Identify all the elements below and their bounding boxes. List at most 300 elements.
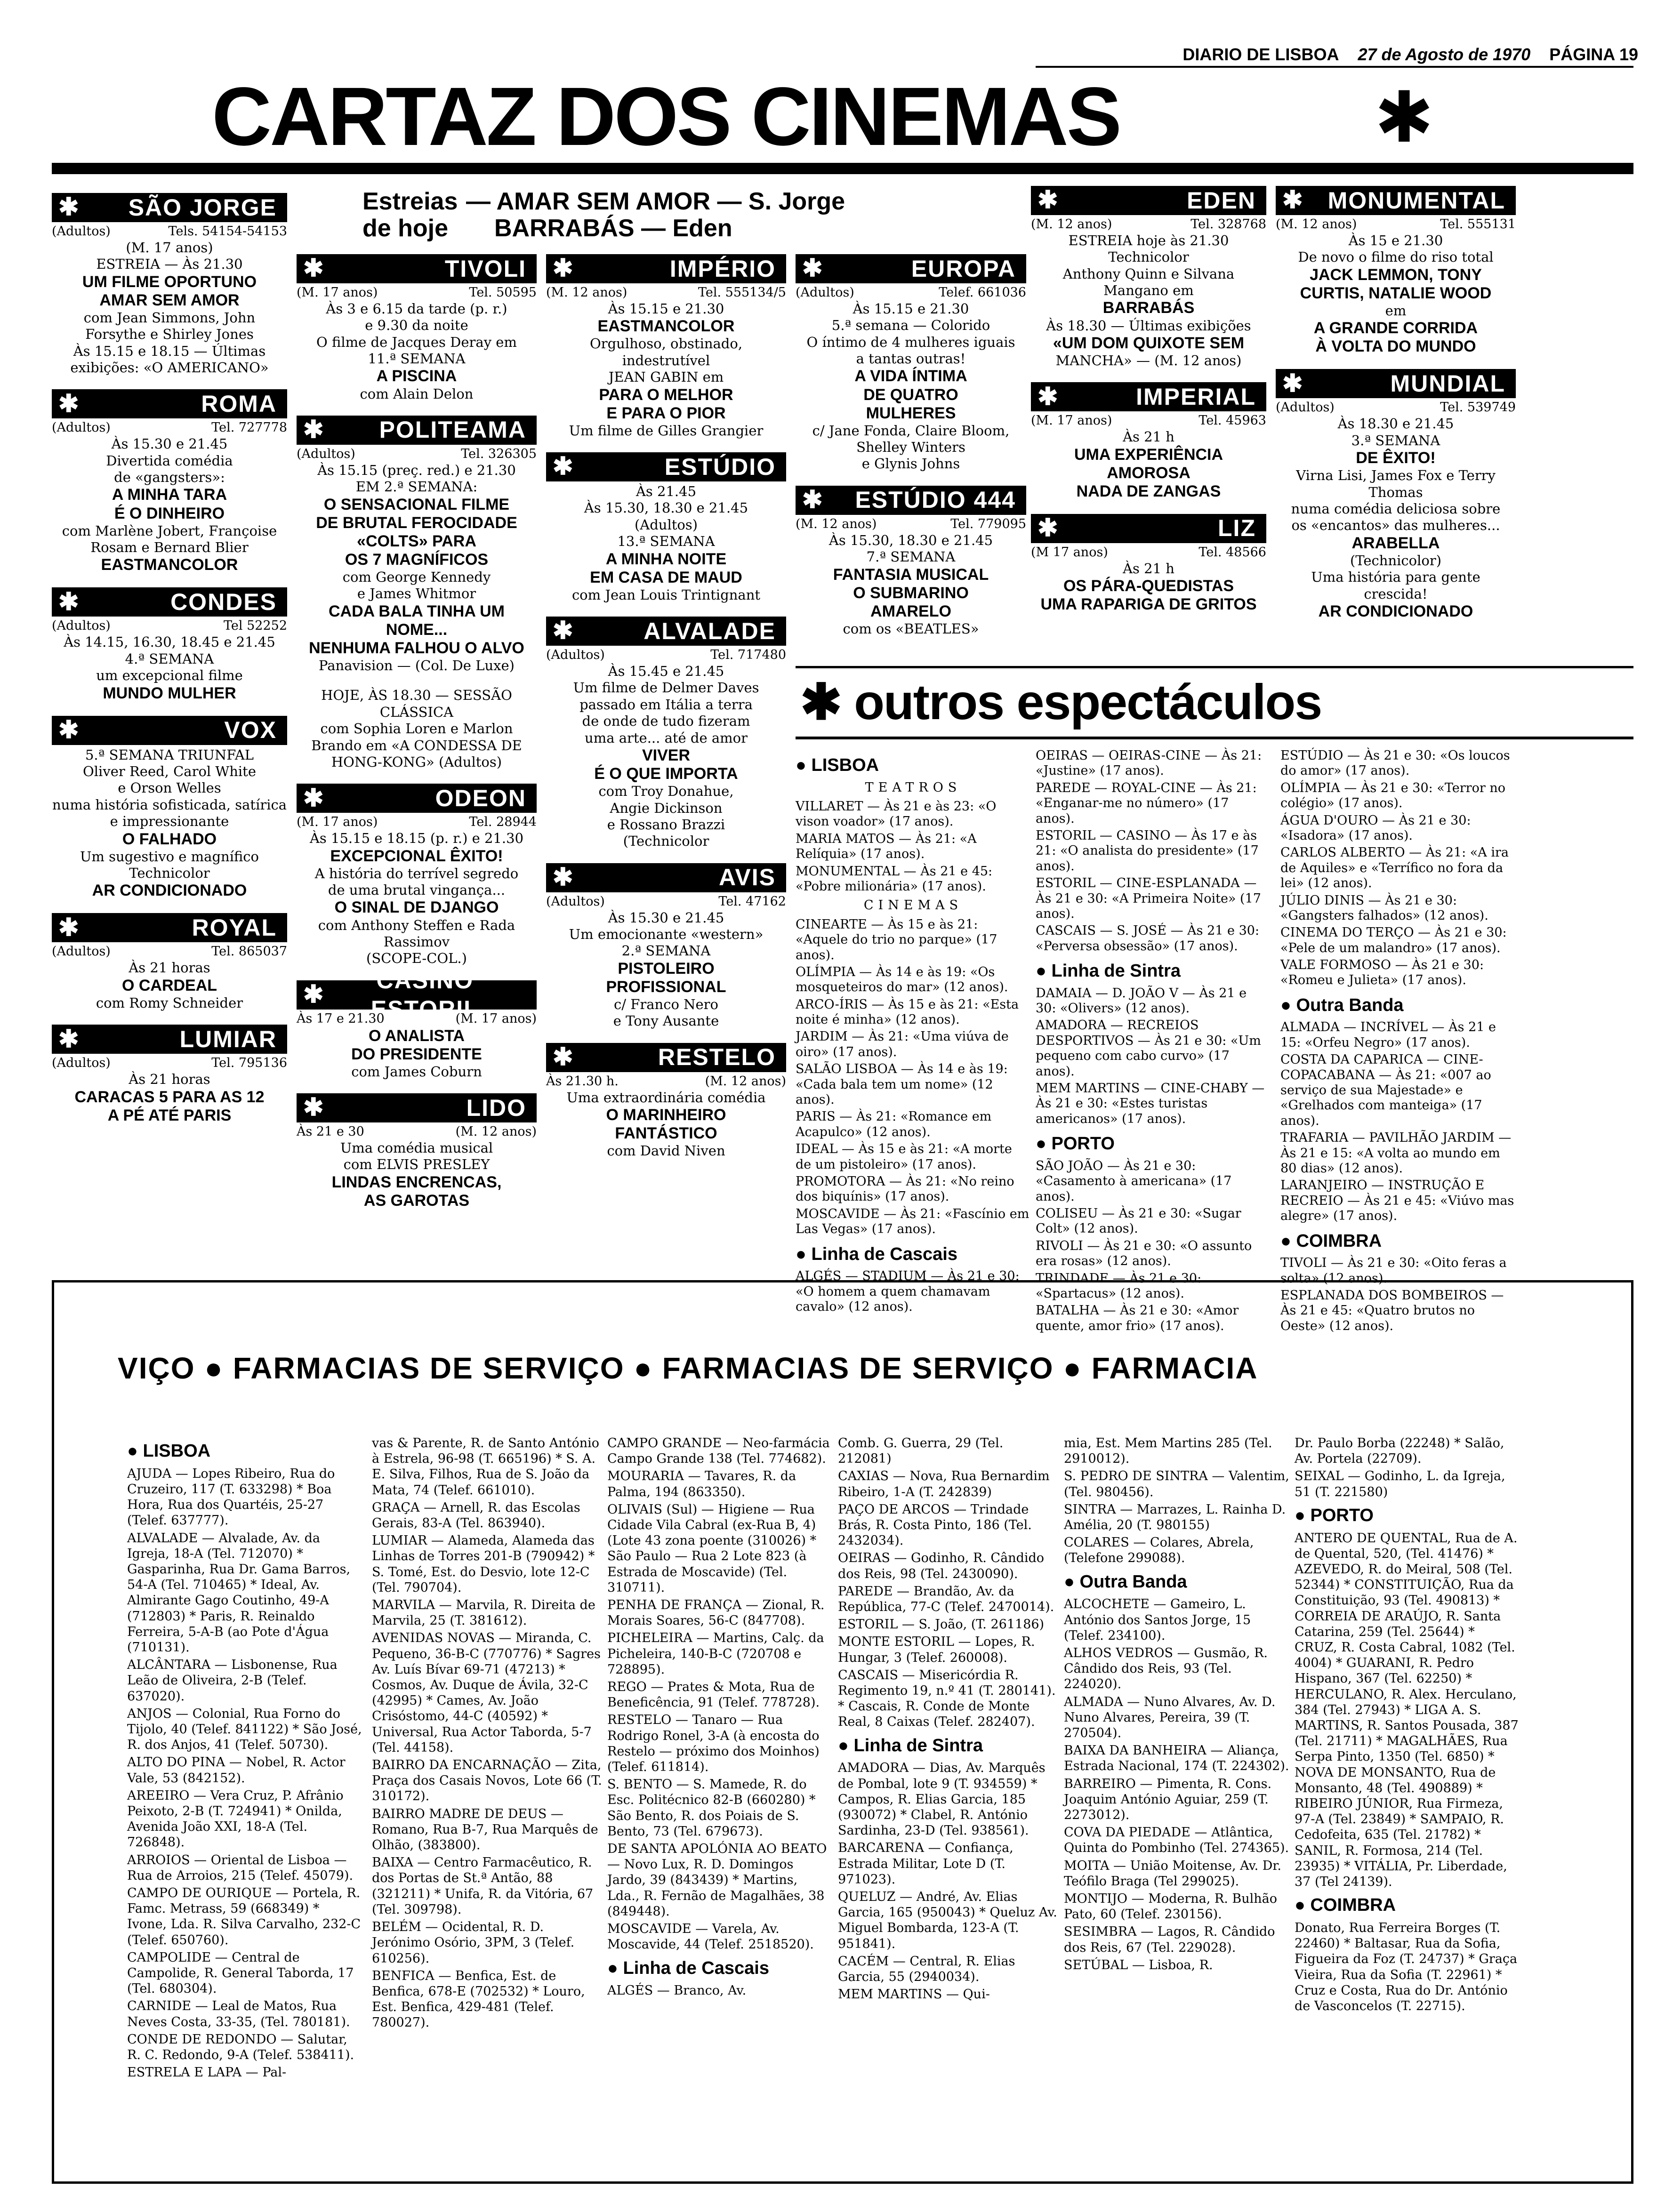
alvalade-phone: Tel. 717480	[710, 648, 786, 663]
europa-phone: Telef. 661036	[939, 285, 1026, 300]
lumiar-line: CARACAS 5 PARA AS 12	[74, 1088, 265, 1106]
condes-phone: Tel 52252	[224, 618, 287, 633]
estudio-name: ESTÚDIO	[664, 453, 776, 480]
eden-line: Mangano em	[1103, 282, 1194, 299]
imperio-line: Às 15.15 e 21.30	[608, 300, 724, 317]
monumental-phone: Tel. 555131	[1440, 217, 1516, 232]
pharmacy-listing: MEM MARTINS — Qui-	[838, 1987, 990, 2002]
porto-listing: CINEMA DO TERÇO — Às 21 e 30: «Pele de um malandro» (17 anos).	[1280, 925, 1507, 955]
lido-line: com ELVIS PRESLEY	[343, 1156, 490, 1173]
odeon-name-band	[297, 784, 537, 813]
monumental-line: À VOLTA DO MUNDO	[1315, 337, 1476, 356]
pharmacy-listing: CAXIAS — Nova, Rua Bernardim Ribeiro, 1-A (T. 242839)	[838, 1469, 1050, 1499]
avis-rating: (Adultos)	[546, 894, 605, 909]
royal-name-band	[52, 913, 287, 942]
cinema-listing: PROMOTORA — Às 21: «No reino dos biquínis» (17 anos).	[796, 1174, 1014, 1204]
estudio444-rating: (M. 12 anos)	[796, 516, 877, 531]
cinema-avis	[546, 863, 786, 1030]
avis-line: 2.ª SEMANA	[621, 943, 711, 959]
cascais-listing: ESTORIL — CASINO — Às 17 e às 21: «O analista do presidente» (17 anos).	[1036, 828, 1259, 874]
liz-asterisk-icon: ✱	[1038, 514, 1058, 542]
cinema-lido	[297, 1093, 537, 1210]
outra-banda-listing: ALMADA — INCRÍVEL — Às 21 e 15: «Orfeu Negro» (17 anos).	[1280, 1020, 1496, 1050]
pharmacy-listing: AJUDA — Lopes Ribeiro, Rua do Cruzeiro, 117 (T. 633298) * Boa Hora, Rua dos Quartéis, 25-27 (Telef. 637777).	[127, 1466, 335, 1528]
alvalade-name: ALVALADE	[643, 617, 776, 644]
farm-outra-banda-section	[1064, 1571, 1290, 1593]
lido-meta-row	[297, 1124, 537, 1140]
monumental-line: De novo o filme do riso total	[1298, 249, 1494, 265]
europa-line: e Glynis Johns	[861, 456, 960, 472]
pharmacy-listing: CACÉM — Central, R. Elias Garcia, 55 (2940034).	[838, 1954, 1015, 1985]
imperio-line: Orgulhoso, obstinado,	[589, 336, 743, 352]
outros-column-3	[1280, 748, 1516, 1336]
cinema-column-6	[1276, 186, 1516, 634]
porto-section-bullet-icon: ●	[1036, 1134, 1052, 1154]
pharmacy-listing: SESIMBRA — Lagos, R. Cândido dos Reis, 67 (Tel. 229028).	[1064, 1924, 1275, 1955]
roma-meta-row	[52, 420, 287, 436]
liz-name: LIZ	[1218, 515, 1256, 542]
alvalade-line: e Rossano Brazzi	[607, 816, 725, 833]
condes-asterisk-icon: ✱	[58, 588, 79, 616]
farm-lisboa-section-text: LISBOA	[143, 1441, 211, 1461]
pharmacy-listing: Comb. G. Guerra, 29 (Tel. 212081)	[838, 1436, 1004, 1467]
roma-name: ROMA	[201, 390, 277, 417]
porto-section	[1036, 1133, 1271, 1155]
roma-line: EASTMANCOLOR	[101, 556, 238, 574]
avis-name-band	[546, 863, 786, 892]
imperio-name: IMPÉRIO	[669, 255, 776, 282]
alvalade-line: passado em Itália a terra	[579, 696, 753, 713]
pharmacy-listing: PAÇO DE ARCOS — Trindade Brás, R. Costa Pinto, 186 (Tel. 2432034).	[838, 1502, 1032, 1548]
politeama-line: O SENSACIONAL FILME	[323, 495, 510, 513]
farm-cascais-section-text: Linha de Cascais	[623, 1958, 769, 1978]
estudio-asterisk-icon: ✱	[553, 453, 573, 481]
teatros-heading: TEATROS	[865, 780, 962, 795]
sao_jorge-line: com Jean Simmons, John	[83, 309, 256, 326]
pharmacy-listing: BAIXA DA BANHEIRA — Aliança, Estrada Nacional, 174 (T. 224302).	[1064, 1743, 1289, 1774]
farmacias-column-1	[127, 1435, 362, 2082]
tivoli-line: e 9.30 da noite	[365, 317, 468, 334]
lido-line: AS GAROTAS	[363, 1191, 470, 1210]
estoril-phone: (M. 17 anos)	[455, 1011, 537, 1026]
monumental-name: MONUMENTAL	[1327, 187, 1505, 214]
linha-cascais-section-bullet-icon: ●	[796, 1244, 812, 1264]
linha-cascais-section	[796, 1244, 1031, 1266]
farm-coimbra-section	[1295, 1894, 1520, 1916]
roma-asterisk-icon: ✱	[58, 390, 79, 417]
eden-line: Anthony Quinn e Silvana	[1062, 265, 1235, 282]
estudio-name-band	[546, 452, 786, 481]
imperio-line: Um filme de Gilles Grangier	[569, 422, 764, 439]
pharmacy-listing: ESTORIL — S. João, (T. 261186)	[838, 1617, 1045, 1632]
estreias-block	[362, 188, 880, 242]
cinema-politeama	[297, 416, 537, 674]
roma-line: É O DINHEIRO	[114, 504, 225, 522]
coimbra-section	[1280, 1231, 1516, 1252]
mundial-line: DE ÊXITO!	[1356, 449, 1436, 467]
sao_jorge-phone: Tels. 54154-54153	[168, 224, 287, 239]
sao_jorge-line: AMAR SEM AMOR	[99, 291, 240, 309]
hoje-line: HOJE, ÀS 18.30 — SESSÃO CLÁSSICA	[321, 687, 512, 720]
vox-line: Oliver Reed, Carol White	[83, 763, 256, 779]
royal-phone: Tel. 865037	[211, 944, 287, 959]
politeama-phone: Tel. 326305	[461, 446, 537, 461]
pharmacy-listing: LUMIAR — Alameda, Alameda das Linhas de Torres 201-B (790942) * S. Tomé, Est. do Desvio, lote 12-C (Tel. 790704).	[372, 1533, 595, 1595]
sao_jorge-rating: (Adultos)	[52, 224, 111, 239]
pharmacy-listing: OEIRAS — Godinho, R. Cândido dos Reis, 98 (Tel. 2430090).	[838, 1551, 1045, 1581]
vox-line: Technicolor	[129, 865, 210, 881]
imperio-asterisk-icon: ✱	[553, 255, 573, 282]
imperial-line: Às 21 h	[1123, 429, 1174, 445]
pharmacy-listing: ALMADA — Nuno Alvares, Av. D. Nuno Alvares, Pereira, 39 (T. 270504).	[1064, 1694, 1276, 1740]
estudio-line: A MINHA NOITE	[605, 550, 727, 568]
alvalade-line: Um filme de Delmer Daves	[573, 680, 759, 696]
imperio-line: EASTMANCOLOR	[597, 317, 735, 336]
mundial-line: ARABELLA	[1351, 534, 1440, 552]
alvalade-line: de onde de tudo fizeram	[582, 713, 750, 729]
pharmacy-listing: ALHOS VEDROS — Gusmão, R. Cândido dos Reis, 93 (Tel. 224020).	[1064, 1645, 1268, 1692]
roma-name-band	[52, 389, 287, 418]
pharmacy-listing: SETÚBAL — Lisboa, R.	[1064, 1957, 1213, 1972]
odeon-phone: Tel. 28944	[469, 815, 537, 830]
cinema-column-4	[796, 254, 1026, 650]
cinema-casino-estoril	[297, 967, 537, 1081]
lisboa-section-text: LISBOA	[811, 755, 879, 775]
cascais-listing: PAREDE — ROYAL-CINE — Às 21: «Enganar-me no número» (17 anos).	[1036, 780, 1257, 826]
sintra-listing: DAMAIA — D. JOÃO V — Às 21 e 30: «Olivers» (12 anos).	[1036, 986, 1247, 1016]
pharmacy-listing: SINTRA — Marrazes, L. Rainha D. Amélia, 20 (T. 980155)	[1064, 1502, 1286, 1533]
pharmacy-listing: DE SANTA APOLÓNIA AO BEATO — Novo Lux, R. D. Domingos Jardo, 39 (843439) * Martins, Lda., R. Fernão de Magalhães, 38 (849448).	[607, 1842, 827, 1919]
pharmacy-listing: AREEIRO — Vera Cruz, P. Afrânio Peixoto, 2-B (T. 724941) * Onilda, Avenida João XXI, 18-A (Tel. 726848).	[127, 1788, 344, 1850]
porto-section-text: PORTO	[1051, 1134, 1115, 1154]
cascais-listing: ALGÉS — STADIUM — Às 21 e 30: «O homem a quem chamavam cavalo» (12 anos).	[796, 1269, 1020, 1314]
vox-line: AR CONDICIONADO	[92, 882, 247, 900]
imperio-line: E PARA O PIOR	[606, 404, 726, 422]
sao_jorge-line: (M. 17 anos)	[126, 239, 213, 256]
condes-name-band	[52, 587, 287, 617]
pharmacy-listing: ANTERO DE QUENTAL, Rua de A. de Quental, 520, (Tel. 41476) * AZEVEDO, R. do Meiral, 508 (Tel. 52344) * CONSTITUIÇÃO, Rua da Constituição, 93 (Tel. 490813) * CORREIA DE ARAÚJO, R. Santa Catarina, 259 (Tel. 25644) * CRUZ, R. Costa Cabral, 1082 (Tel. 4004) * GUARANI, R. Pedro Hispano, 367 (Tel. 62250) * HERCULANO, R. Alex. Herculano, 384 (Tel. 27943) * LIGA A. S. MARTINS, R. Santos Pousada, 387 (Tel. 21711) * MAGALHÃES, Rua Serpa Pinto, 1350 (Tel. 6850) * NOVA DE MONSANTO, Rua de Monsanto, 48 (Tel. 490889) * RIBEIRO JÚNIOR, Rua Firmeza, 97-A (Tel. 23849) * SAMPAIO, R. Cedofeita, 635 (Tel. 21782) * SANIL, R. Formosa, 214 (Tel. 23935) * VITÁLIA, Pr. Liberdade, 37 (Tel 24139).	[1295, 1531, 1519, 1890]
odeon-line: de uma brutal vingança...	[328, 882, 506, 898]
monumental-name-band	[1276, 186, 1516, 215]
estoril-asterisk-icon: ✱	[303, 980, 324, 1008]
imperio-line: PARA O MELHOR	[599, 385, 733, 404]
teatro-listing: VILLARET — Às 21 e às 23: «O vison voador» (17 anos).	[796, 799, 997, 829]
mundial-line: AR CONDICIONADO	[1318, 602, 1473, 620]
cinema-listing: SALÃO LISBOA — Às 14 e às 19: «Cada bala tem um nome» (12 anos).	[796, 1062, 1008, 1107]
mundial-phone: Tel. 539749	[1440, 400, 1516, 415]
alvalade-line: uma arte... até de amor	[585, 729, 748, 746]
farmacias-column-4	[838, 1435, 1059, 2004]
mundial-line: numa comédia deliciosa sobre	[1291, 500, 1501, 517]
imperial-line: NADA DE ZANGAS	[1076, 482, 1221, 500]
mundial-line: Uma história para gente	[1311, 569, 1480, 585]
porto-listing: OLÍMPIA — Às 21 e 30: «Terror no colégio» (17 anos).	[1280, 780, 1505, 811]
cinema-lumiar	[52, 1025, 287, 1125]
imperio-rating: (M. 12 anos)	[546, 285, 627, 300]
politeama-line: EM 2.ª SEMANA:	[355, 479, 478, 495]
politeama-name-band	[297, 416, 537, 445]
imperio-line: JEAN GABIN em	[608, 369, 724, 385]
sao_jorge-asterisk-icon: ✱	[58, 193, 79, 221]
vox-line: e impressionante	[110, 813, 229, 830]
linha-sintra-section	[1036, 961, 1271, 982]
liz-line: UMA RAPARIGA DE GRITOS	[1040, 595, 1257, 614]
farm-outra-banda-section-text: Outra Banda	[1079, 1571, 1187, 1592]
pharmacy-listing: MONTIJO — Moderna, R. Bulhão Pato, 60 (Telef. 230156).	[1064, 1891, 1278, 1922]
pharmacy-listing: OLIVAIS (Sul) — Higiene — Rua Cidade Vila Cabral (ex-Rua B, 4) (Lote 43 zona poente (310026) * São Paulo — Rua 2 Lote 823 (à Estrada de Moscavide) (Tel. 310711).	[607, 1502, 817, 1595]
royal-rating: (Adultos)	[52, 944, 111, 959]
royal-asterisk-icon: ✱	[58, 914, 79, 941]
cinema-column-5	[1031, 186, 1266, 627]
outros-title-text: outros espectáculos	[854, 674, 1322, 730]
porto-listing: ESTÚDIO — Às 21 e 30: «Os loucos do amor» (17 anos).	[1280, 748, 1510, 778]
estudio444-line: com os «BEATLES»	[843, 620, 979, 637]
cinema-listing: MOSCAVIDE — Às 21: «Fascínio em Las Vegas» (17 anos).	[796, 1206, 1030, 1237]
cinema-condes	[52, 587, 287, 702]
alvalade-line: (Technicolor	[623, 833, 709, 850]
europa-line: a tantas outras!	[856, 351, 966, 367]
monumental-line: JACK LEMMON, TONY	[1310, 265, 1482, 284]
cinema-column-3	[546, 254, 786, 1173]
pharmacy-listing: AMADORA — Dias, Av. Marquês de Pombal, lote 9 (T. 934559) * Campos, R. Elias Garcia, 185 (930072) * Clabel, R. António Sardinha, 23-D (Tel. 938561).	[838, 1761, 1046, 1838]
farmacias-banner: VIÇO ● FARMACIAS DE SERVIÇO ● FARMACIAS DE SERVIÇO ● FARMACIA	[118, 1351, 1258, 1385]
imperio-phone: Tel. 555134/5	[698, 285, 786, 300]
estoril-line: DO PRESIDENTE	[351, 1045, 482, 1063]
roma-phone: Tel. 727778	[211, 420, 287, 435]
imperial-meta-row	[1031, 413, 1266, 429]
avis-line: c/ Franco Nero	[614, 996, 718, 1012]
tivoli-rating: (M. 17 anos)	[297, 285, 378, 300]
europa-line: MULHERES	[866, 404, 956, 422]
cinema-column-2	[297, 254, 537, 1223]
restelo-meta-row	[546, 1074, 786, 1090]
monumental-line: CURTIS, NATALIE WOOD	[1300, 284, 1492, 302]
outra-banda-listing: TRAFARIA — PAVILHÃO JARDIM — Às 21 e 15: «A volta ao mundo em 80 dias» (12 anos).	[1280, 1130, 1512, 1176]
farm-sintra-section-text: Linha de Sintra	[853, 1735, 983, 1755]
outra-banda-section	[1280, 995, 1516, 1017]
odeon-rating: (M. 17 anos)	[297, 815, 378, 830]
mundial-line: os «encantos» das mulheres...	[1291, 517, 1500, 534]
europa-line: Shelley Winters	[856, 439, 965, 456]
pharmacy-listing: COVA DA PIEDADE — Atlântica, Quinta do Pombinho (Tel. 274365).	[1064, 1825, 1289, 1856]
roma-line: A MINHA TARA	[112, 486, 227, 504]
mundial-line: Virna Lisi, James Fox e Terry	[1296, 467, 1496, 484]
pharmacy-listing: mia, Est. Mem Martins 285 (Tel. 2910012).	[1064, 1436, 1272, 1467]
lumiar-phone: Tel. 795136	[211, 1056, 287, 1071]
condes-line: MUNDO MULHER	[103, 684, 236, 702]
cinema-tivoli	[297, 254, 537, 402]
sessao-classica	[297, 687, 537, 770]
lisboa-section	[796, 755, 1031, 777]
restelo-line: FANTÁSTICO	[615, 1124, 717, 1143]
pharmacy-listing: BARCARENA — Confiança, Estrada Militar, Lote D (T. 971023).	[838, 1841, 1014, 1887]
eden-line: MANCHA» — (M. 12 anos)	[1055, 353, 1242, 369]
alvalade-name-band	[546, 617, 786, 646]
pharmacy-listing: CARNIDE — Leal de Matos, Rua Neves Costa, 33-35, (Tel. 780181).	[127, 1999, 350, 2029]
sintra-listing: AMADORA — RECREIOS DESPORTIVOS — Às 21 e 30: «Um pequeno com cabo curvo» (17 anos).	[1036, 1018, 1261, 1079]
farmacias-column-6	[1295, 1435, 1520, 2016]
cinema-listing: JARDIM — Às 21: «Uma viúva de oiro» (17 anos).	[796, 1029, 1009, 1059]
mundial-line: 3.ª SEMANA	[1351, 432, 1440, 449]
porto-listing: RIVOLI — Às 21 e 30: «O assunto era rosas» (12 anos).	[1036, 1238, 1252, 1269]
cinema-imperio	[546, 254, 786, 439]
lumiar-name-band	[52, 1025, 287, 1054]
liz-meta-row	[1031, 545, 1266, 561]
pharmacy-listing: REGO — Prates & Mota, Rua de Beneficência, 91 (Telef. 778728).	[607, 1680, 820, 1710]
tivoli-phone: Tel. 50595	[469, 285, 537, 300]
sao_jorge-meta-row	[52, 224, 287, 240]
page-title: CARTAZ DOS CINEMAS	[212, 71, 1120, 163]
pharmacy-listing: vas & Parente, R. de Santo António à Estrela, 96-98 (T. 665196) * S. A. E. Silva, Filhos, Rua de S. João da Mata, 74 (Telef. 661010).	[372, 1436, 600, 1498]
europa-line: c/ Jane Fonda, Claire Bloom,	[812, 422, 1010, 439]
europa-line: Às 15.15 e 21.30	[853, 300, 969, 317]
cinema-mundial	[1276, 369, 1516, 621]
pharmacy-listing: RESTELO — Tanaro — Rua Rodrigo Ronel, 3-A (à encosta do Restelo — próximo dos Moinhos) (Telef. 611814).	[607, 1713, 820, 1775]
pharmacy-listing: BAIRRO DA ENCARNAÇÃO — Zita, Praça dos Casais Novos, Lote 66 (T. 310172).	[372, 1758, 602, 1804]
lido-asterisk-icon: ✱	[303, 1094, 324, 1122]
liz-line: Às 21 h	[1123, 560, 1174, 577]
odeon-line: Às 15.15 e 18.15 (p. r.) e 21.30	[309, 830, 524, 847]
pharmacy-listing: CAMPO DE OURIQUE — Portela, R. Famc. Metrass, 59 (668349) * Ivone, Lda. R. Silva Carvalho, 232-C (Telef. 650760).	[127, 1886, 361, 1948]
porto-listing: VALE FORMOSO — Às 21 e 30: «Romeu e Julieta» (17 anos).	[1280, 958, 1484, 988]
lido-name: LIDO	[466, 1094, 526, 1121]
imperio-meta-row	[546, 285, 786, 301]
mundial-line: (Technicolor)	[1350, 552, 1442, 569]
farmacias-column-5	[1064, 1435, 1290, 1975]
monumental-line: A GRANDE CORRIDA	[1313, 319, 1478, 337]
outros-rule-top	[796, 666, 1633, 668]
alvalade-meta-row	[546, 648, 786, 663]
sao_jorge-line: Forsythe e Shirley Jones	[85, 326, 254, 343]
avis-line: e Tony Ausante	[613, 1013, 719, 1029]
cinema-alvalade	[546, 617, 786, 850]
pharmacy-listing: S. PEDRO DE SINTRA — Valentim, (Tel. 980456).	[1064, 1469, 1289, 1499]
vox-line: numa história sofisticada, satírica	[52, 796, 287, 813]
cinema-odeon	[297, 784, 537, 967]
roma-line: Divertida comédia	[106, 452, 233, 469]
estudio-line: EM CASA DE MAUD	[590, 568, 742, 586]
pharmacy-listing: CAMPO GRANDE — Neo-farmácia Campo Grande 138 (Tel. 774682).	[607, 1436, 830, 1467]
cascais-listing: ESTORIL — CINE-ESPLANADA — Às 21 e 30: «A Primeira Noite» (17 anos).	[1036, 876, 1261, 921]
coimbra-section-bullet-icon: ●	[1280, 1231, 1296, 1251]
estoril-rating: Às 17 e 21.30	[297, 1011, 385, 1026]
alvalade-line: É O QUE IMPORTA	[594, 765, 738, 783]
estudio-line: (Adultos)	[634, 516, 698, 533]
outra-banda-section-bullet-icon: ●	[1280, 995, 1296, 1015]
outra-banda-listing: LARANJEIRO — INSTRUÇÃO E RECREIO — Às 21 e 45: «Viúvo mas alegre» (17 anos).	[1280, 1178, 1514, 1224]
vox-line: O FALHADO	[122, 830, 217, 848]
pharmacy-listing: MOSCAVIDE — Varela, Av. Moscavide, 44 (Telef. 2518520).	[607, 1922, 814, 1952]
imperio-name-band	[546, 254, 786, 283]
cascais-listing: OEIRAS — OEIRAS-CINE — Às 21: «Justine» (17 anos).	[1036, 748, 1262, 778]
issue-date: 27 de Agosto de 1970	[1358, 45, 1531, 64]
politeama-line: «COLTS» PARA	[357, 532, 476, 550]
estudio444-asterisk-icon: ✱	[802, 486, 823, 514]
alvalade-asterisk-icon: ✱	[553, 617, 573, 645]
cinema-europa	[796, 254, 1026, 473]
vox-line: Um sugestivo e magnífico	[80, 848, 259, 865]
estudio444-line: 7.ª SEMANA	[866, 549, 956, 565]
estudio444-name-band	[796, 486, 1026, 515]
tivoli-asterisk-icon: ✱	[303, 255, 324, 282]
odeon-name: ODEON	[435, 785, 526, 811]
porto-listing: COLISEU — Às 21 e 30: «Sugar Colt» (12 anos).	[1036, 1206, 1241, 1236]
lido-phone: (M. 12 anos)	[455, 1124, 537, 1139]
eden-phone: Tel. 328768	[1190, 217, 1266, 232]
porto-listing: BATALHA — Às 21 e 30: «Amor quente, amor frio» (17 anos).	[1036, 1303, 1239, 1333]
lumiar-name: LUMIAR	[179, 1026, 277, 1052]
outra-banda-section-text: Outra Banda	[1296, 995, 1404, 1015]
tivoli-line: com Alain Delon	[360, 385, 474, 402]
coimbra-listing: TIVOLI — Às 21 e 30: «Oito feras a solta» (12 anos).	[1280, 1256, 1507, 1286]
linha-sintra-section-bullet-icon: ●	[1036, 961, 1052, 981]
farm-sintra-section	[838, 1735, 1059, 1757]
teatro-listing: MARIA MATOS — Às 21: «A Relíquia» (17 anos).	[796, 831, 977, 862]
monumental-rating: (M. 12 anos)	[1276, 217, 1357, 232]
condes-line: 4.ª SEMANA	[125, 650, 214, 667]
sao_jorge-line: UM FILME OPORTUNO	[82, 272, 257, 291]
pharmacy-listing: CAMPOLIDE — Central de Campolide, R. General Taborda, 17 (Tel. 680304).	[127, 1950, 354, 1996]
title-star-icon: ✱	[1375, 77, 1434, 159]
lumiar-asterisk-icon: ✱	[58, 1025, 79, 1053]
avis-line: Às 15.30 e 21.45	[608, 909, 724, 926]
royal-name: ROYAL	[192, 914, 277, 941]
estoril-name: CASINO ESTORIL	[370, 967, 479, 1022]
vox-line: e Orson Welles	[118, 780, 221, 796]
header-rule	[1036, 66, 1633, 68]
sao_jorge-line: Às 15.15 e 18.15 — Últimas exibições: «O AMERICANO»	[70, 343, 269, 376]
mundial-meta-row	[1276, 400, 1516, 416]
alvalade-line: VIVER	[642, 746, 691, 764]
vox-name: VOX	[224, 717, 277, 744]
cinema-estudio-444	[796, 486, 1026, 637]
sintra-listing: MEM MARTINS — CINE-CHABY — Às 21 e 30: «Estes turistas americanos» (17 anos).	[1036, 1081, 1265, 1126]
sao_jorge-line: ESTREIA — Às 21.30	[96, 256, 243, 272]
teatro-listing: MONUMENTAL — Às 21 e 45: «Pobre milionária» (17 anos).	[796, 864, 993, 894]
eden-line: Às 18.30 — Últimas exibições	[1046, 317, 1251, 334]
tivoli-line: 11.ª SEMANA	[368, 351, 466, 367]
royal-line: O CARDEAL	[121, 976, 217, 994]
alvalade-line: com Troy Donahue,	[598, 783, 734, 800]
farm-coimbra-section-text: COIMBRA	[1310, 1895, 1396, 1915]
imperial-line: UMA EXPERIÊNCIA	[1074, 445, 1223, 464]
eden-line: Technicolor	[1108, 249, 1189, 265]
pharmacy-listing: Dr. Paulo Borba (22248) * Salão, Av. Portela (22709).	[1295, 1436, 1504, 1467]
linha-sintra-section-text: Linha de Sintra	[1051, 961, 1181, 981]
farm-cascais-section-bullet-icon: ●	[607, 1958, 623, 1978]
farm-porto-section-bullet-icon: ●	[1295, 1505, 1311, 1525]
monumental-line: em	[1385, 302, 1407, 319]
mundial-asterisk-icon: ✱	[1282, 369, 1303, 397]
estudio444-name: ESTÚDIO 444	[855, 487, 1016, 513]
cinema-eden	[1031, 186, 1266, 369]
estudio444-line: Às 15.30, 18.30 e 21.45	[828, 532, 993, 548]
pharmacy-listing: GRAÇA — Arnell, R. das Escolas Gerais, 83-A (Tel. 863940).	[372, 1500, 580, 1531]
pharmacy-listing: PENHA DE FRANÇA — Zional, R. Morais Soares, 56-C (847708).	[607, 1598, 825, 1628]
imperio-line: indestrutível	[622, 352, 710, 369]
mundial-line: crescida!	[1364, 585, 1428, 602]
eden-line: BARRABÁS	[1102, 299, 1195, 317]
eden-line: «UM DOM QUIXOTE SEM	[1053, 334, 1245, 352]
lido-name-band	[297, 1093, 537, 1122]
imperial-asterisk-icon: ✱	[1038, 383, 1058, 410]
restelo-line: Uma extraordinária comédia	[566, 1089, 766, 1106]
lido-line: Uma comédia musical	[340, 1140, 493, 1156]
tivoli-line: Às 3 e 6.15 da tarde (p. r.)	[326, 300, 507, 317]
politeama-meta-row	[297, 447, 537, 462]
odeon-line: com Anthony Steffen e Rada Rassimov	[318, 917, 515, 950]
title-rule	[52, 163, 1633, 174]
